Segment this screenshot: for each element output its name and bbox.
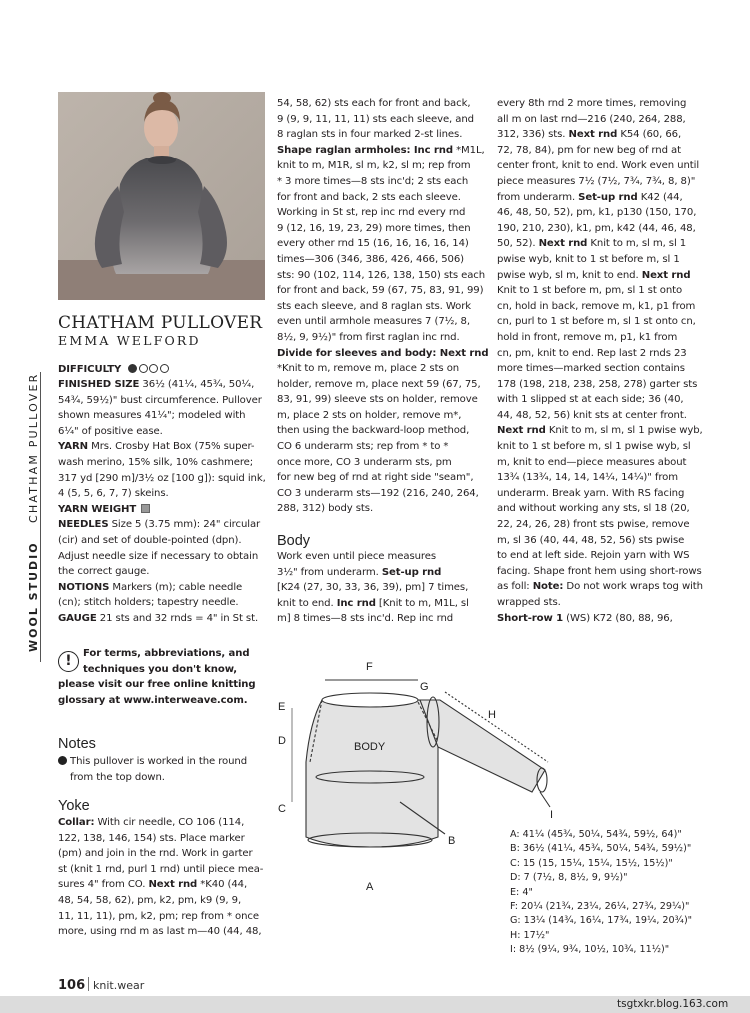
col2-line [277, 190, 488, 206]
text-run: even until armhole measures 7 (7½, 8, [277, 316, 470, 328]
col3-line [497, 346, 703, 362]
col2-line [277, 377, 488, 393]
body-line [277, 596, 469, 612]
col2-line [277, 252, 488, 268]
bullet-icon [58, 756, 67, 765]
text-run: to end at left side. Rejoin yarn with WS [497, 550, 690, 562]
schematic-measurements [510, 828, 692, 958]
body-line [277, 611, 469, 627]
model-photo-image [58, 92, 265, 300]
text-run: * 3 more times—8 sts inc'd; 2 sts each [277, 175, 469, 187]
text-run: 22, 24, 26, 28) front sts pwise, remove [497, 519, 690, 531]
difficulty-dot-filled-icon [128, 364, 137, 373]
spec-line [58, 393, 266, 409]
col3-line [497, 423, 703, 439]
text-run: the correct gauge. [58, 566, 150, 578]
body-line [277, 580, 469, 596]
text-run: 54¾, 59½)" bust circumference. Pullover [58, 394, 262, 406]
col3-line [497, 595, 703, 611]
text-run: knit to m, M1R, sl m, k2, sl m; rep from [277, 160, 471, 172]
bold-term: Next rnd [568, 129, 618, 141]
text-run: 317 yd [290 m]/3½ oz [100 g]): squid ink, [58, 472, 266, 484]
yoke-line [58, 846, 263, 862]
bold-term: Next rnd [538, 238, 588, 250]
bold-term: NEEDLES [58, 519, 109, 531]
difficulty-label: DIFFICULTY [58, 364, 122, 375]
text-run: piece measures 7½ (7½, 7¾, 7¾, 8, 8)" [497, 175, 696, 187]
text-run: shown measures 41¼"; modeled with [58, 410, 246, 422]
text-run: 6¼" of positive ease. [58, 425, 163, 437]
text-run: pwise wyb, knit to 1 st before m, sl 1 [497, 253, 680, 265]
yoke-line [58, 909, 263, 925]
difficulty-dot-empty-icon [139, 364, 148, 373]
text-run: every other rnd 15 (16, 16, 16, 16, 14) [277, 238, 469, 250]
col3-line [497, 408, 703, 424]
col3-line [497, 439, 703, 455]
schematic-label-h: H [488, 709, 496, 721]
spec-line [58, 502, 266, 518]
body-text [277, 549, 469, 627]
callout-line-1: For terms, abbreviations, and [83, 648, 250, 659]
col3-line [497, 361, 703, 377]
yoke-text [58, 815, 263, 940]
col2-line [277, 174, 488, 190]
notes-heading: Notes [58, 736, 96, 752]
text-run: 48, 54, 58, 62), pm, k2, pm, k9 (9, 9, [58, 894, 242, 906]
body-heading: Body [277, 533, 311, 549]
schematic-label-g: G [420, 681, 429, 693]
notes-text-1: This pullover is worked in the round [70, 756, 248, 767]
text-run: pwise wyb, sl m, knit to end. [497, 269, 642, 281]
bold-term: Set-up rnd [578, 191, 638, 203]
text-run: for new beg of rnd at right side "seam", [277, 472, 474, 484]
spec-line [58, 549, 266, 565]
text-run: sts: 90 (102, 114, 126, 138, 150) sts each [277, 269, 486, 281]
col2-line [277, 392, 488, 408]
col3-line [497, 158, 703, 174]
text-run: times—306 (346, 386, 426, 466, 506) [277, 253, 465, 265]
text-run: 9 (9, 9, 11, 11, 11) sts each sleeve, and [277, 113, 474, 125]
body-line [277, 565, 469, 581]
spec-line [58, 471, 266, 487]
text-run: (cn); stitch holders; tapestry needle. [58, 597, 239, 609]
bold-term: Set-up rnd [381, 566, 442, 578]
bold-term: Next rnd [148, 879, 198, 891]
text-run: 190, 210, 230), k1, pm, k42 (44, 46, 48, [497, 222, 696, 234]
text-run: as foll: [497, 581, 533, 593]
col2-line [277, 283, 488, 299]
col2-line [277, 96, 488, 112]
bold-term: NOTIONS [58, 581, 110, 593]
text-run: sts each sleeve, and 8 raglan sts. Work [277, 300, 472, 312]
text-run: Adjust needle size if necessary to obtain [58, 550, 259, 562]
col2-line [277, 423, 488, 439]
text-run: with 1 slipped st at each side; 36 (40, [497, 394, 684, 406]
text-run: 36½ (41¼, 45¾, 50¼, [139, 379, 255, 390]
spec-line [58, 580, 266, 596]
spec-line [58, 377, 266, 393]
bold-term: YARN WEIGHT [58, 503, 137, 515]
text-run: Working in St st, rep inc rnd every rnd [277, 207, 466, 219]
text-run: for front and back, 2 sts each sleeve. [277, 191, 461, 203]
col3-line [497, 501, 703, 517]
text-run: center front, knit to end. Work even until [497, 160, 700, 172]
text-run: With cir needle, CO 106 (114, [94, 817, 245, 828]
col3-line [497, 283, 703, 299]
text-run: underarm. Break yarn. With RS facing [497, 487, 685, 499]
text-run: (pm) and join in the rnd. Work in garter [58, 848, 253, 860]
bold-term: Collar: [58, 817, 95, 828]
col2-line [277, 314, 488, 330]
bold-term: Short-row 1 [497, 612, 564, 624]
measurement-line: F: 20¼ (21¾, 23¼, 26¼, 27¾, 29¼)" [510, 901, 690, 913]
bold-term: FINISHED SIZE [58, 379, 140, 390]
text-run: facing. Shape front hem using short-rows [497, 565, 702, 577]
text-run: *Knit to m, remove m, place 2 sts on [277, 363, 460, 375]
col2-line [277, 221, 488, 237]
yoke-line [58, 924, 263, 940]
col2-line [277, 346, 488, 362]
col3-line [497, 455, 703, 471]
col2-line [277, 205, 488, 221]
col2-line [277, 143, 488, 159]
text-run: 21 sts and 32 rnds = 4" in St st. [96, 612, 259, 624]
text-run: once more, CO 3 underarm sts, pm [277, 456, 452, 468]
col3-line [497, 127, 703, 143]
col3-line [497, 314, 703, 330]
bold-term: Next rnd [497, 425, 546, 437]
pattern-title: CHATHAM PULLOVER [58, 313, 263, 333]
text-run: knit to 1 st before m, sl 1 pwise wyb, sl [497, 441, 691, 453]
schematic-label-i: I [550, 809, 554, 821]
column-2-text [277, 96, 488, 517]
col3-line [497, 268, 703, 284]
spec-line [58, 424, 266, 440]
measurement-line: H: 17½" [510, 929, 550, 941]
text-run: Markers (m); cable needle [109, 581, 243, 593]
text-run: all m on last rnd—216 (240, 264, 288, [497, 113, 686, 125]
column-3-text [497, 96, 703, 626]
text-run: *K40 (44, [197, 879, 248, 891]
measurement-line: I: 8½ (9¼, 9¾, 10½, 10¾, 11½)" [510, 944, 670, 956]
text-run: m, place 2 sts on holder, remove m*, [277, 409, 462, 421]
text-run: more times—marked section contains [497, 363, 685, 375]
col3-line [497, 579, 703, 595]
text-run: 122, 138, 146, 154) sts. Place marker [58, 832, 245, 844]
callout-line-3: please visit our free online knitting [58, 679, 256, 690]
col2-line [277, 158, 488, 174]
col2-line [277, 330, 488, 346]
col2-line [277, 236, 488, 252]
measurement-line: A: 41¼ (45¾, 50¼, 54¾, 59½, 64)" [510, 829, 682, 840]
col3-line [497, 486, 703, 502]
yoke-line [58, 862, 263, 878]
yoke-line [58, 893, 263, 909]
spec-line [58, 439, 266, 455]
text-run: K54 (60, 66, [617, 129, 682, 141]
col3-line [497, 299, 703, 315]
text-run: m, sl 36 (40, 44, 48, 52, 56) sts pwise [497, 534, 685, 546]
col3-line [497, 392, 703, 408]
col2-line [277, 361, 488, 377]
text-run: cn, purl to 1 st before m, sl 1 st onto cn, [497, 316, 696, 328]
schematic-label-a: A [366, 881, 374, 893]
col3-line [497, 548, 703, 564]
text-run: (WS) K72 (80, 88, 96, [563, 612, 673, 624]
sidebar-wool-studio: WOOL STUDIO [27, 541, 40, 652]
difficulty-dot-empty-icon [149, 364, 158, 373]
text-run: from underarm. [497, 191, 579, 203]
bold-term: Note: [532, 581, 564, 593]
text-run: *M1L, [452, 144, 485, 156]
text-run: 44, 48, 52, 56) knit sts at center front. [497, 409, 687, 421]
difficulty-dot-empty-icon [160, 364, 169, 373]
text-run: Knit to m, sl m, sl 1 pwise wyb, [545, 425, 703, 437]
bold-term: Divide for sleeves and body: Next rnd [277, 347, 489, 359]
text-run: knit to end. [277, 597, 337, 609]
bold-term: GAUGE [58, 612, 97, 624]
text-run: Size 5 (3.75 mm): 24" circular [108, 519, 261, 531]
measurement-line: D: 7 (7½, 8, 8½, 9, 9½)" [510, 872, 628, 884]
yoke-line [58, 815, 263, 831]
text-run: then using the backward-loop method, [277, 425, 470, 437]
watermark: tsgtxkr.blog.163.com [617, 998, 729, 1010]
col3-line [497, 564, 703, 580]
col2-line [277, 439, 488, 455]
col2-line [277, 299, 488, 315]
yoke-line [58, 877, 263, 893]
text-run: [Knit to m, M1L, sl [375, 597, 469, 609]
col3-line [497, 377, 703, 393]
yoke-heading: Yoke [58, 798, 90, 814]
magazine-name: knit.wear [93, 979, 145, 992]
bold-term: YARN [58, 441, 88, 453]
yarn-weight-icon [141, 504, 150, 513]
text-run: Do not work wraps tog with [563, 581, 703, 593]
notes-line-2: from the top down. [70, 771, 165, 783]
text-run: m, knit to end—piece measures about [497, 456, 687, 468]
text-run: 8 raglan sts in four marked 2-st lines. [277, 129, 463, 141]
text-run: K42 (44, [637, 191, 683, 203]
col3-line [497, 143, 703, 159]
col3-line [497, 252, 703, 268]
col2-line [277, 501, 488, 517]
col3-line [497, 611, 703, 627]
pattern-specs [58, 377, 266, 627]
text-run: 3½" from underarm. [277, 566, 382, 578]
text-run: wash merino, 15% silk, 10% cashmere; [58, 456, 254, 468]
text-run: [K24 (27, 30, 33, 36, 39), pm] 7 times, [277, 582, 469, 594]
yoke-line [58, 831, 263, 847]
measurement-line: C: 15 (15, 15¼, 15¼, 15½, 15½)" [510, 857, 673, 869]
notes-line-1 [58, 754, 247, 770]
col2-line [277, 268, 488, 284]
schematic-body-label: BODY [354, 741, 386, 753]
col2-line [277, 127, 488, 143]
spec-line [58, 611, 266, 627]
text-run: Mrs. Crosby Hat Box (75% super- [87, 441, 255, 453]
col2-line [277, 112, 488, 128]
col3-line [497, 190, 703, 206]
text-run: 83, 91, 99) sleeve sts on holder, remove [277, 394, 478, 406]
text-run: CO 6 underarm sts; rep from * to * [277, 441, 449, 453]
difficulty-rating [128, 364, 170, 375]
text-run: hold in front, remove m, p1, k1 from [497, 331, 678, 343]
bold-term: Shape raglan armholes: Inc rnd [277, 144, 453, 156]
spec-line [58, 564, 266, 580]
schematic-label-e: E [278, 701, 286, 713]
col3-line [497, 112, 703, 128]
col2-line [277, 408, 488, 424]
spec-line [58, 595, 266, 611]
col2-line [277, 486, 488, 502]
body-line [277, 549, 469, 565]
col3-line [497, 236, 703, 252]
footer-divider [88, 977, 89, 991]
text-run: 178 (198, 218, 238, 258, 278) garter sts [497, 378, 698, 390]
spec-line [58, 533, 266, 549]
text-run: 54, 58, 62) sts each for front and back, [277, 98, 471, 109]
text-run: CO 3 underarm sts—192 (216, 240, 264, [277, 487, 479, 499]
difficulty-row [58, 362, 170, 378]
col3-line [497, 470, 703, 486]
measurement-line: B: 36½ (41¼, 45¾, 50¼, 54¾, 59½)" [510, 843, 692, 855]
text-run: 312, 336) sts. [497, 129, 569, 141]
col3-line [497, 174, 703, 190]
sidebar-pattern-name: CHATHAM PULLOVER [27, 372, 40, 523]
measurement-line: E: 4" [510, 886, 533, 898]
spec-line [58, 455, 266, 471]
text-run: 50, 52). [497, 238, 539, 250]
col2-line [277, 470, 488, 486]
text-run: holder, remove m, place next 59 (67, 75, [277, 378, 481, 390]
schematic-label-b: B [448, 835, 456, 847]
text-run: cn, pm, knit to end. Rep last 2 rnds 23 [497, 347, 687, 359]
alert-icon: ! [58, 651, 79, 672]
text-run: Knit to 1 st before m, pm, sl 1 st onto [497, 285, 683, 297]
schematic-label-c: C [278, 803, 286, 815]
text-run: for front and back, 59 (67, 75, 83, 91, 99) [277, 285, 484, 297]
text-run: and without working any sts, sl 18 (20, [497, 503, 690, 515]
text-run: 72, 78, 84), pm for new beg of rnd at [497, 144, 681, 156]
text-run: Knit to m, sl m, sl 1 [587, 238, 687, 250]
text-run: 11, 11, 11), pm, k2, pm; rep from * once [58, 910, 259, 922]
col3-line [497, 221, 703, 237]
spec-line [58, 408, 266, 424]
schematic-label-d: D [278, 735, 286, 747]
col3-line [497, 205, 703, 221]
text-run: 8½, 9, 9½)" from first raglan inc rnd. [277, 331, 460, 343]
text-run: Work even until piece measures [277, 551, 437, 562]
text-run: 46, 48, 50, 52), pm, k1, p130 (150, 170, [497, 207, 697, 219]
text-run: every 8th rnd 2 more times, removing [497, 98, 687, 109]
page-number: 106 [58, 978, 86, 993]
text-run: 13¾ (13¾, 14, 14, 14¼, 14¼)" from [497, 472, 678, 484]
text-run: m] 8 times—8 sts inc'd. Rep inc rnd [277, 613, 454, 625]
text-run: cn, hold in back, remove m, k1, p1 from [497, 300, 696, 312]
model-photo [58, 92, 265, 300]
col3-line [497, 533, 703, 549]
text-run: 4 (5, 5, 6, 7, 7) skeins. [58, 488, 169, 500]
callout-glossary-link[interactable]: glossary at www.interweave.com. [58, 694, 248, 706]
text-run: st (knit 1 rnd, purl 1 rnd) until piece mea- [58, 863, 264, 875]
schematic-label-f: F [366, 661, 373, 673]
spec-line [58, 517, 266, 533]
text-run: 288, 312) body sts. [277, 503, 374, 515]
text-run: more, using rnd m as last m—40 (44, 48, [58, 926, 262, 938]
measurement-line: G: 13¼ (14¾, 16¼, 17¾, 19¼, 20¾)" [510, 915, 693, 927]
text-run: wrapped sts. [497, 597, 561, 608]
bold-term: Next rnd [641, 269, 691, 281]
col3-line [497, 330, 703, 346]
col3-line [497, 96, 703, 112]
spec-line [58, 486, 266, 502]
text-run: sures 4" from CO. [58, 879, 149, 891]
text-run: (cir) and set of double-pointed (dpn). [58, 534, 242, 546]
bold-term: Inc rnd [336, 597, 376, 609]
col3-line [497, 517, 703, 533]
pattern-author: EMMA WELFORD [58, 333, 201, 348]
callout-line-2: techniques you don't know, [83, 663, 238, 675]
text-run: 9 (12, 16, 19, 23, 29) more times, then [277, 222, 471, 234]
col2-line [277, 455, 488, 471]
